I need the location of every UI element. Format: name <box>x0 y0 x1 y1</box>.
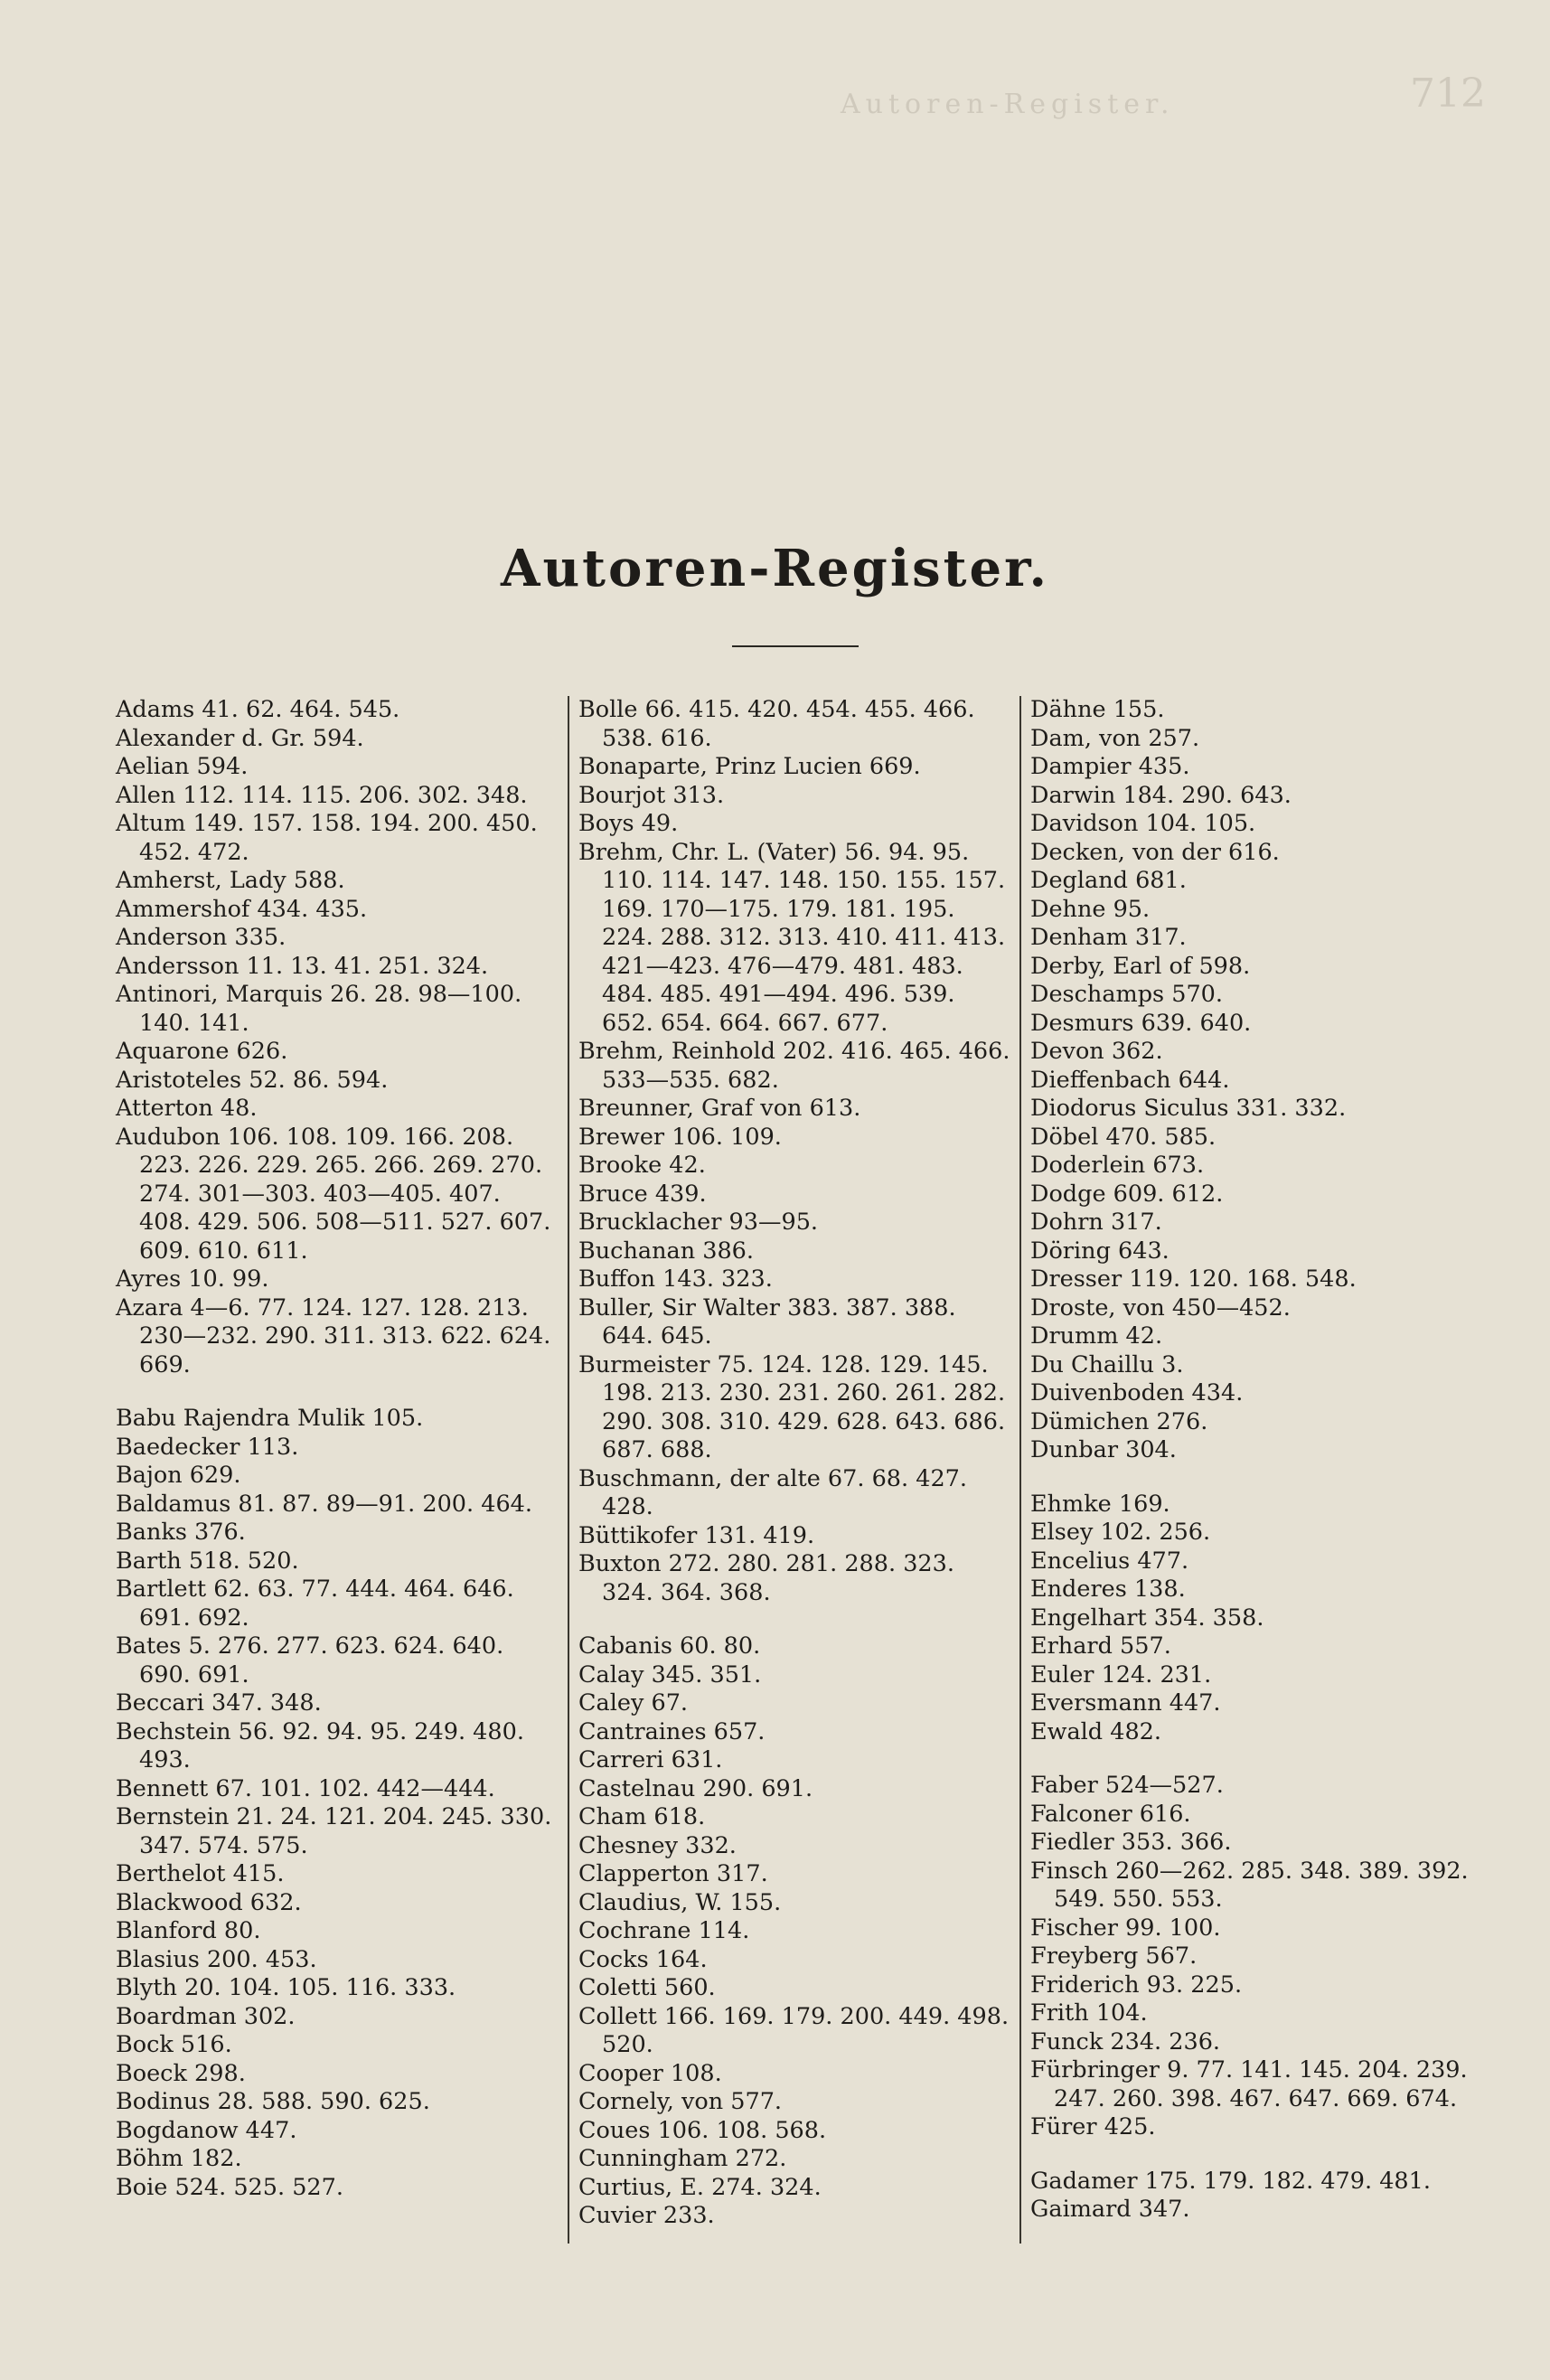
index-entry: Baldamus 81. 87. 89—91. 200. 464. <box>116 1490 533 1518</box>
index-entry: Buschmann, der alte 67. 68. 427. 428. <box>578 1464 968 1520</box>
index-entry: Ammershof 434. 435. <box>116 895 368 923</box>
index-entry: Funck 234. 236. <box>1030 2027 1221 2055</box>
index-entry: Buffon 143. 323. <box>578 1265 773 1293</box>
index-entry: Burmeister 75. 124. 128. 129. 145. 198. 213. 230. 231. 260. 261. 282. 290. 308. 310. 429. 628. 643. 686. 687. 688. <box>578 1350 1006 1463</box>
column-divider <box>568 696 569 2244</box>
page-title: Autoren-Register. <box>501 539 1049 598</box>
index-column-3 <box>1030 696 1473 2225</box>
index-entry: Derby, Earl of 598. <box>1030 952 1251 980</box>
index-entry: Desmurs 639. 640. <box>1030 1009 1252 1037</box>
index-entry: Duivenboden 434. <box>1030 1379 1244 1406</box>
index-entry: Blackwood 632. <box>116 1888 302 1916</box>
index-entry: Anderson 335. <box>116 924 287 951</box>
index-entry: Erhard 557. <box>1030 1632 1171 1660</box>
index-entry: Bennett 67. 101. 102. 442—444. <box>116 1774 495 1802</box>
index-entry: Ayres 10. 99. <box>116 1265 269 1293</box>
index-entry: Dunbar 304. <box>1030 1436 1177 1463</box>
index-entry: Calay 345. 351. <box>578 1660 762 1689</box>
index-entry: Babu Rajendra Mulik 105. <box>116 1405 424 1432</box>
index-entry: Adams 41. 62. 464. 545. <box>116 696 400 723</box>
index-entry: Brooke 42. <box>578 1152 706 1179</box>
index-entry: Breunner, Graf von 613. <box>578 1095 861 1122</box>
index-entry: Buller, Sir Walter 383. 387. 388. 644. 645. <box>578 1293 956 1350</box>
index-entry: Blasius 200. 453. <box>116 1945 317 1973</box>
index-entry: Freyberg 567. <box>1030 1943 1198 1970</box>
index-entry: Carreri 631. <box>578 1746 723 1773</box>
index-entry: Bernstein 21. 24. 121. 204. 245. 330. 347. 574. 575. <box>116 1803 552 1859</box>
index-entry: Frith 104. <box>1030 1999 1148 2027</box>
index-entry: Boeck 298. <box>116 2059 246 2087</box>
index-entry: Cham 618. <box>578 1803 706 1830</box>
index-entry: Gaimard 347. <box>1030 2196 1190 2223</box>
index-entry: Bodinus 28. 588. 590. 625. <box>116 2088 430 2115</box>
letter-group-gap <box>1030 1465 1473 1491</box>
index-entry: Dehne 95. <box>1030 895 1151 923</box>
index-entry: Aelian 594. <box>116 753 249 780</box>
index-entry: Brehm, Chr. L. (Vater) 56. 94. 95. 110. 114. 147. 148. 150. 155. 157. 169. 170—175. 179. 181. 195. 224. 288. 312. 313. 410. 411. 413. 421—423. 476—479. 481. 483. 484. 485. 491—494. 496. 539. 652. 654. 664. 667. 677. <box>578 838 1006 1037</box>
index-entry: Dam, von 257. <box>1030 724 1200 752</box>
index-entry: Berthelot 415. <box>116 1860 285 1887</box>
index-entry: Falconer 616. <box>1030 1800 1191 1828</box>
bleed-through-header: Autoren-Register. <box>841 89 1175 120</box>
index-entry: Ehmke 169. <box>1030 1490 1170 1518</box>
index-entry: Bogdanow 447. <box>116 2116 297 2144</box>
index-entry: Droste, von 450—452. <box>1030 1293 1291 1322</box>
index-entry: Döring 643. <box>1030 1237 1170 1265</box>
index-entry: Elsey 102. 256. <box>1030 1519 1211 1546</box>
index-entry: Caley 67. <box>578 1689 689 1717</box>
index-entry: Barth 518. 520. <box>116 1547 299 1575</box>
bleed-through-page-number: 712 <box>1410 71 1486 117</box>
index-entry: Brewer 106. 109. <box>578 1123 782 1151</box>
index-entry: Boie 524. 525. 527. <box>116 2173 343 2201</box>
letter-group-gap <box>1030 1746 1473 1772</box>
index-entry: Dähne 155. <box>1030 696 1165 723</box>
index-entry: Finsch 260—262. 285. 348. 389. 392. 549. 550. 553. <box>1030 1857 1469 1913</box>
index-entry: Cornely, von 577. <box>578 2088 783 2115</box>
index-entry: Bajon 629. <box>116 1462 241 1489</box>
index-entry: Büttikofer 131. 419. <box>578 1521 815 1549</box>
index-entry: Davidson 104. 105. <box>1030 810 1256 837</box>
index-entry: Drumm 42. <box>1030 1322 1163 1350</box>
index-entry: Eversmann 447. <box>1030 1689 1221 1717</box>
column-divider <box>1019 696 1021 2244</box>
index-entry: Cabanis 60. 80. <box>578 1632 761 1660</box>
index-entry: Friderich 93. 225. <box>1030 1971 1243 1999</box>
index-entry: Cuvier 233. <box>578 2202 715 2229</box>
index-entry: Devon 362. <box>1030 1038 1163 1065</box>
index-entry: Diodorus Siculus 331. 332. <box>1030 1095 1347 1122</box>
index-entry: Bartlett 62. 63. 77. 444. 464. 646. 691. 692. <box>116 1576 514 1632</box>
index-entry: Coues 106. 108. 568. <box>578 2116 827 2144</box>
index-entry: Beccari 347. 348. <box>116 1689 322 1717</box>
letter-group-gap <box>578 1607 1012 1632</box>
index-entry: Coletti 560. <box>578 1974 716 2001</box>
index-entry: Brehm, Reinhold 202. 416. 465. 466. 533—535. 682. <box>578 1038 1010 1094</box>
index-entry: Chesney 332. <box>578 1831 737 1859</box>
index-entry: Dodge 609. 612. <box>1030 1180 1224 1208</box>
index-entry: Bechstein 56. 92. 94. 95. 249. 480. 493. <box>116 1717 524 1773</box>
index-column-2 <box>578 696 1012 2231</box>
index-entry: Bates 5. 276. 277. 623. 624. 640. 690. 691. <box>116 1632 504 1689</box>
index-entry: Böhm 182. <box>116 2145 242 2172</box>
index-entry: Ewald 482. <box>1030 1717 1162 1745</box>
index-entry: Fiedler 353. 366. <box>1030 1829 1232 1856</box>
index-entry: Gadamer 175. 179. 182. 479. 481. <box>1030 2167 1431 2195</box>
index-entry: Du Chaillu 3. <box>1030 1350 1184 1378</box>
index-entry: Atterton 48. <box>116 1095 258 1122</box>
index-entry: Encelius 477. <box>1030 1547 1189 1575</box>
index-entry: Bourjot 313. <box>578 781 725 809</box>
index-entry: Fürbringer 9. 77. 141. 145. 204. 239. 247. 260. 398. 467. 647. 669. 674. <box>1030 2056 1468 2112</box>
index-entry: Dresser 119. 120. 168. 548. <box>1030 1265 1357 1293</box>
index-entry: Cocks 164. <box>578 1945 708 1973</box>
index-entry: Allen 112. 114. 115. 206. 302. 348. <box>116 781 528 809</box>
index-entry: Baedecker 113. <box>116 1433 299 1461</box>
index-entry: Cooper 108. <box>578 2059 722 2087</box>
index-entry: Clapperton 317. <box>578 1860 768 1887</box>
index-entry: Blanford 80. <box>116 1917 261 1944</box>
letter-group-gap <box>1030 2142 1473 2168</box>
index-entry: Altum 149. 157. 158. 194. 200. 450. 452. 472. <box>116 810 538 866</box>
index-entry: Buchanan 386. <box>578 1237 755 1265</box>
index-entry: Boardman 302. <box>116 2002 296 2030</box>
index-entry: Blyth 20. 104. 105. 116. 333. <box>116 1974 456 2001</box>
index-entry: Banks 376. <box>116 1519 246 1546</box>
index-entry: Claudius, W. 155. <box>578 1888 782 1916</box>
index-entry: Alexander d. Gr. 594. <box>116 724 364 752</box>
index-entry: Amherst, Lady 588. <box>116 867 345 894</box>
index-entry: Doderlein 673. <box>1030 1152 1205 1179</box>
index-entry: Bruce 439. <box>578 1180 707 1208</box>
index-entry: Faber 524—527. <box>1030 1772 1224 1799</box>
index-entry: Andersson 11. 13. 41. 251. 324. <box>116 952 489 980</box>
index-entry: Fürer 425. <box>1030 2113 1156 2140</box>
index-entry: Dampier 435. <box>1030 753 1190 780</box>
index-entry: Aristoteles 52. 86. 594. <box>116 1066 389 1094</box>
index-entry: Dümichen 276. <box>1030 1407 1208 1435</box>
index-entry: Antinori, Marquis 26. 28. 98—100. 140. 141. <box>116 981 522 1037</box>
index-entry: Buxton 272. 280. 281. 288. 323. 324. 364. 368. <box>578 1550 954 1606</box>
index-entry: Engelhart 354. 358. <box>1030 1604 1264 1632</box>
index-entry: Darwin 184. 290. 643. <box>1030 781 1292 809</box>
index-entry: Döbel 470. 585. <box>1030 1123 1217 1151</box>
index-entry: Denham 317. <box>1030 924 1187 951</box>
index-entry: Aquarone 626. <box>116 1038 288 1065</box>
index-entry: Castelnau 290. 691. <box>578 1774 813 1802</box>
index-entry: Curtius, E. 274. 324. <box>578 2173 822 2201</box>
letter-group-gap <box>116 1379 559 1405</box>
index-entry: Dieffenbach 644. <box>1030 1066 1230 1094</box>
title-rule <box>732 645 859 647</box>
index-entry: Enderes 138. <box>1030 1576 1186 1603</box>
index-entry: Cunningham 272. <box>578 2145 787 2172</box>
index-entry: Decken, von der 616. <box>1030 838 1280 866</box>
index-column-1 <box>116 696 559 2202</box>
index-entry: Bolle 66. 415. 420. 454. 455. 466. 538. 616. <box>578 696 975 752</box>
index-entry: Azara 4—6. 77. 124. 127. 128. 213. 230—232. 290. 311. 313. 622. 624. 669. <box>116 1293 551 1378</box>
index-entry: Brucklacher 93—95. <box>578 1209 819 1236</box>
index-entry: Boys 49. <box>578 810 679 837</box>
index-entry: Dohrn 317. <box>1030 1209 1162 1236</box>
index-entry: Euler 124. 231. <box>1030 1660 1212 1689</box>
index-entry: Bonaparte, Prinz Lucien 669. <box>578 753 921 780</box>
index-entry: Deschamps 570. <box>1030 981 1224 1008</box>
index-entry: Degland 681. <box>1030 867 1187 894</box>
index-entry: Bock 516. <box>116 2031 232 2058</box>
index-entry: Cochrane 114. <box>578 1917 750 1944</box>
index-entry: Fischer 99. 100. <box>1030 1914 1221 1942</box>
index-entry: Cantraines 657. <box>578 1717 766 1745</box>
index-entry: Audubon 106. 108. 109. 166. 208. 223. 226. 229. 265. 266. 269. 270. 274. 301—303. 403—405. 407. 408. 429. 506. 508—511. 527. 607. 609. 610. 611. <box>116 1123 551 1265</box>
index-entry: Collett 166. 169. 179. 200. 449. 498. 520. <box>578 2002 1010 2058</box>
